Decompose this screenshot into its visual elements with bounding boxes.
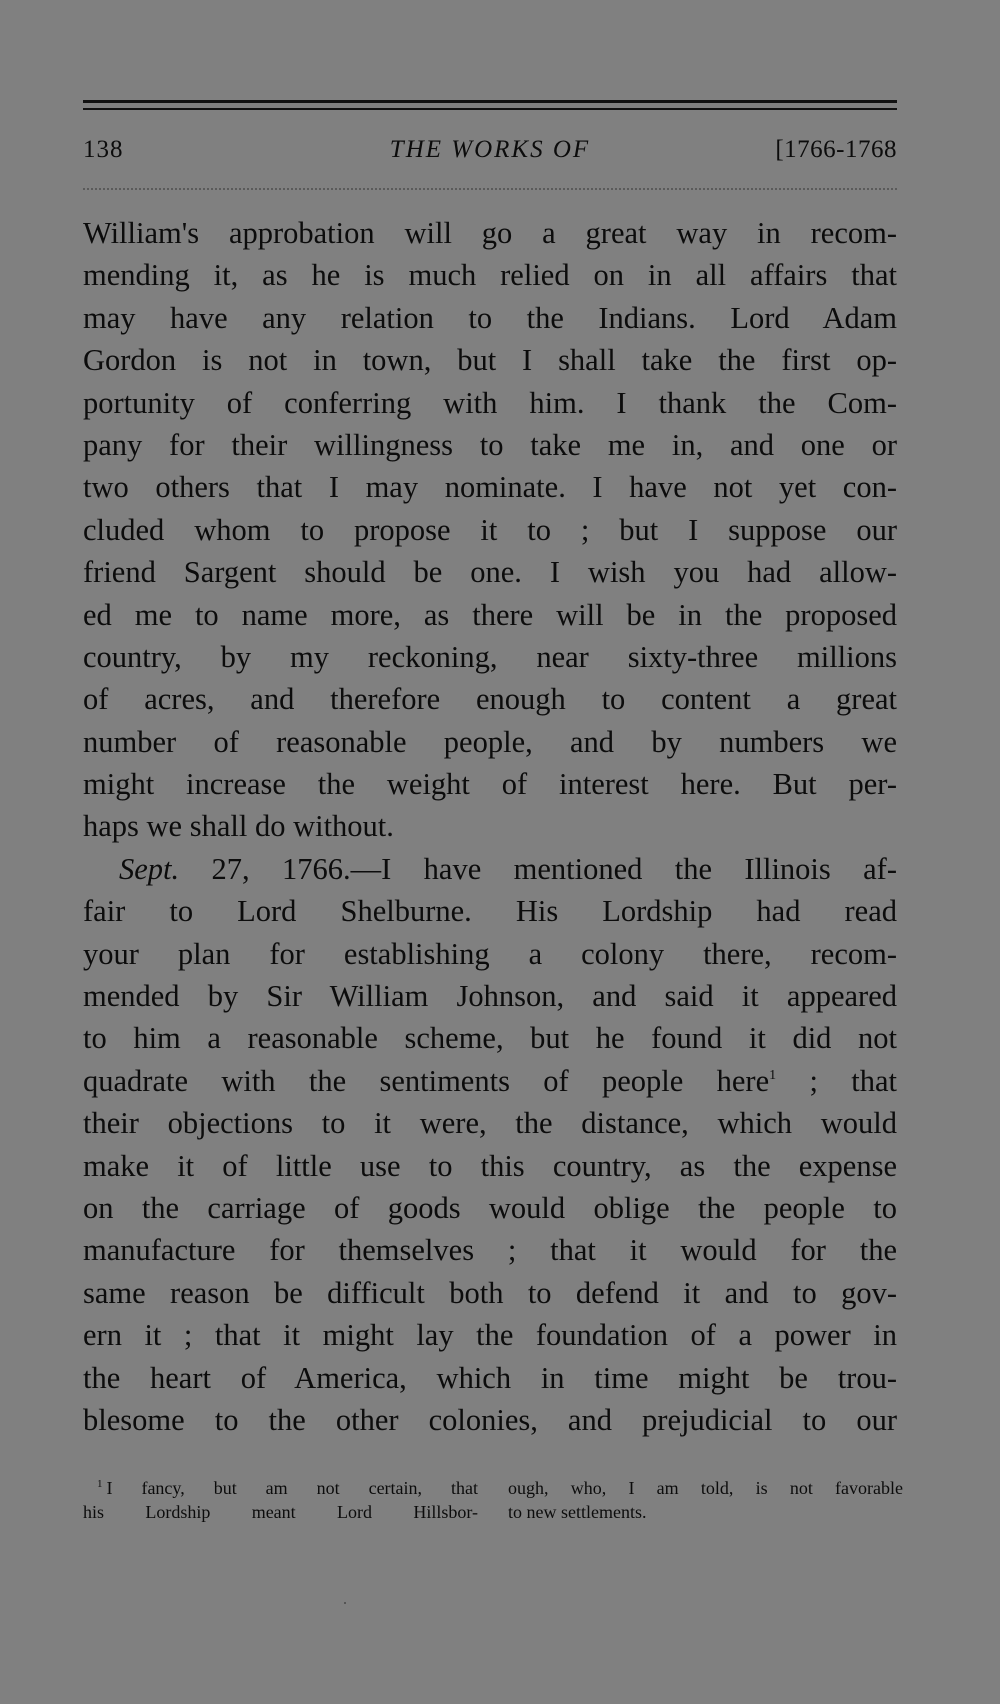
header-rule-top — [83, 100, 897, 103]
footnote-reference[interactable]: 1 — [769, 1067, 777, 1083]
text-line: to him a reasonable scheme, but he found it did not — [83, 1021, 897, 1056]
footnote-line: ough, who, I am told, is not favorable — [508, 1478, 903, 1498]
text-line: manufacture for themselves ; that it would for the — [83, 1233, 897, 1268]
text-line: might increase the weight of interest here. But per- — [83, 767, 897, 802]
entry-date-label: Sept. — [119, 851, 180, 886]
footnote-line: to new settlements. — [508, 1502, 647, 1522]
text-line: ed me to name more, as there will be in the proposed — [83, 597, 897, 632]
text-line: make it of little use to this country, as the expense — [83, 1148, 897, 1183]
footnote-line — [83, 1476, 478, 1500]
text-line: may have any relation to the Indians. Lord Adam — [83, 300, 897, 335]
text-line: haps we shall do without. — [83, 809, 394, 844]
footnote-referencing-line — [83, 1060, 897, 1102]
text-line: your plan for establishing a colony there, recom- — [83, 936, 897, 971]
footnote-text: I fancy, but am not certain, that — [106, 1478, 478, 1498]
header-divider-specks — [83, 188, 897, 192]
text-line: blesome to the other colonies, and prejudicial to our — [83, 1402, 897, 1437]
entry-first-line — [83, 848, 897, 890]
body-text — [83, 212, 897, 1441]
running-header — [83, 136, 897, 176]
text-line: number of reasonable people, and by numbers we — [83, 724, 897, 759]
text-line: two others that I may nominate. I have not yet con- — [83, 470, 897, 505]
footnote-marker: 1 — [97, 1478, 103, 1490]
text-line: friend Sargent should be one. I wish you had allow- — [83, 555, 897, 590]
text-line: mending it, as he is much relied on in all affairs that — [83, 258, 897, 293]
header-rule-bottom — [83, 108, 897, 110]
paper-speck — [344, 1602, 346, 1604]
text-line: on the carriage of goods would oblige the people to — [83, 1190, 897, 1225]
text-line: of acres, and therefore enough to content a great — [83, 682, 897, 717]
text-line: their objections to it were, the distance, which would — [83, 1106, 897, 1141]
text-line: fair to Lord Shelburne. His Lordship had read — [83, 894, 897, 929]
text-line: pany for their willingness to take me in, and one or — [83, 427, 897, 462]
text-line: Gordon is not in town, but I shall take the first op- — [83, 343, 897, 378]
text-line: ern it ; that it might lay the foundation of a power in — [83, 1318, 897, 1353]
text-line: cluded whom to propose it to ; but I suppose our — [83, 512, 897, 547]
text-segment: quadrate with the sentiments of people here — [83, 1063, 770, 1098]
page-number: 138 — [83, 136, 124, 163]
text-line: William's approbation will go a great way in recom- — [83, 216, 897, 250]
footnote-line: his Lordship meant Lord Hillsbor- — [83, 1502, 478, 1522]
text-line: country, by my reckoning, near sixty-three millions — [83, 639, 897, 674]
entry-first-line-text: 27, 1766.—I have mentioned the Illinois af- — [179, 851, 897, 886]
text-line: mended by Sir William Johnson, and said it appeared — [83, 979, 897, 1014]
text-line: same reason be difficult both to defend it and to gov- — [83, 1275, 897, 1310]
footnote-column-right — [508, 1476, 903, 1524]
running-title: THE WORKS OF — [389, 136, 591, 163]
text-segment: ; that — [776, 1063, 897, 1098]
text-line: portunity of conferring with him. I thank the Com- — [83, 385, 897, 420]
footnote-column-left — [83, 1476, 478, 1524]
text-line: the heart of America, which in time might be trou- — [83, 1360, 897, 1395]
date-range: [1766-1768 — [775, 136, 897, 163]
